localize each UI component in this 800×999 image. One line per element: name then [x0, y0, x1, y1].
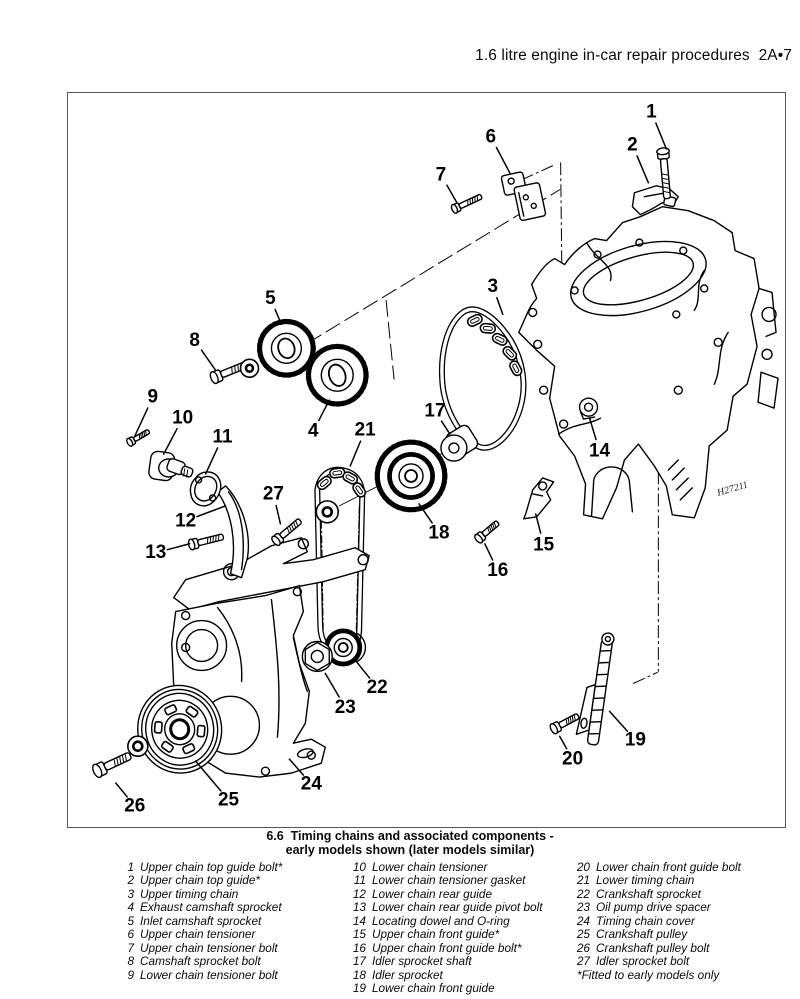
callout-13: [145, 542, 189, 563]
parts-list-item: [112, 915, 282, 928]
callout-5: [265, 288, 281, 324]
parts-list-item: [112, 888, 282, 901]
part-number: 7: [127, 940, 134, 955]
parts-list-item: [568, 955, 741, 968]
parts-list-item: [344, 942, 543, 955]
parts-list-item: [112, 874, 282, 887]
parts-list-column-3: [568, 861, 741, 982]
washer: [241, 359, 259, 377]
callout-3: [488, 276, 503, 314]
parts-list-item: [568, 928, 741, 941]
part-number: 11: [353, 873, 366, 888]
upper-chain-front-guide: [524, 478, 554, 519]
part-label: Idler sprocket: [372, 967, 443, 982]
part-number: 5: [127, 913, 134, 928]
parts-list-item: [112, 969, 282, 982]
part-label: Upper chain tensioner: [140, 927, 256, 942]
parts-list-item: [344, 861, 543, 874]
lower-chain-tensioner-gasket: [190, 472, 220, 506]
part-label: Lower chain front guide: [372, 981, 495, 996]
part-number: 9: [127, 967, 134, 982]
part-number: 14: [352, 913, 366, 928]
callout-10: [164, 408, 193, 454]
parts-list-item: [344, 928, 543, 941]
callout-number: 14: [588, 440, 611, 462]
part-number: 4: [127, 900, 134, 915]
bolt: [450, 192, 483, 214]
callout-22: [356, 661, 387, 697]
part-label: Lower chain tensioner: [372, 860, 488, 874]
bolt: [187, 531, 224, 550]
part-number: 21: [576, 873, 590, 888]
part-label: Timing chain cover: [596, 913, 695, 928]
callout-27: [263, 483, 284, 523]
part-label: Lower chain tensioner gasket: [372, 873, 526, 888]
bolt: [126, 428, 151, 448]
part-number: 6: [127, 927, 134, 942]
part-number: 16: [352, 940, 366, 955]
callout-2: [627, 134, 648, 182]
callout-18: [419, 504, 449, 543]
callout-number: 26: [124, 795, 146, 817]
callout-20: [560, 736, 584, 769]
parts-list-item: [568, 915, 741, 928]
figure-caption-line2: early models shown (later models similar): [285, 842, 535, 857]
upper-timing-chain: [442, 309, 524, 447]
lower-chain-front-guide: [575, 631, 614, 746]
part-label: Locating dowel and O-ring: [372, 913, 510, 928]
parts-list-item: [112, 861, 282, 874]
part-label: Upper chain front guide bolt*: [372, 940, 522, 955]
callout-number: 7: [435, 164, 447, 186]
callout-number: 21: [354, 419, 376, 441]
parts-list-item: [112, 928, 282, 941]
callout-8: [189, 330, 215, 370]
part-label: Upper chain top guide bolt*: [140, 860, 283, 874]
callout-7: [436, 164, 457, 202]
part-label: Lower timing chain: [596, 873, 695, 888]
callout-number: 3: [487, 275, 499, 297]
part-label: Oil pump drive spacer: [596, 900, 711, 915]
callout-number: 23: [334, 696, 356, 718]
parts-list-item: [568, 861, 741, 874]
callout-number: 12: [175, 510, 197, 532]
part-label: Lower chain rear guide pivot bolt: [372, 900, 543, 915]
callout-15: [533, 514, 554, 555]
part-label: Crankshaft pulley: [596, 927, 688, 942]
bolt: [91, 749, 133, 779]
parts-list-item: [112, 901, 282, 914]
part-number: 3: [127, 886, 134, 901]
callout-4: [308, 400, 329, 441]
exploded-diagram: [68, 93, 785, 827]
part-number: 12: [352, 886, 366, 901]
parts-list-column-2: [344, 861, 543, 996]
part-number: 10: [352, 860, 366, 874]
callout-number: 11: [212, 426, 233, 448]
part-number: 13: [352, 900, 366, 915]
parts-list-item: [112, 955, 282, 968]
lower-chain-rear-guide: [218, 486, 249, 578]
engine-block: [519, 207, 778, 519]
part-number: 19: [352, 981, 366, 996]
parts-list-footnote: *Fitted to early models only: [577, 967, 720, 982]
part-number: 23: [576, 900, 590, 915]
part-number: 22: [576, 886, 590, 901]
illustration-signature: H27211: [715, 479, 750, 499]
callout-number: 9: [147, 386, 159, 408]
callout-21: [350, 420, 375, 466]
part-number: 2: [127, 873, 134, 888]
washer: [316, 501, 338, 523]
callout-23: [325, 673, 355, 717]
callout-1: [646, 101, 666, 148]
part-label: Lower chain front guide bolt: [596, 860, 741, 874]
callout-9: [135, 387, 158, 436]
part-label: Upper chain front guide*: [372, 927, 500, 942]
callout-number: 4: [308, 420, 319, 442]
part-number: 20: [576, 860, 590, 874]
lower-chain-tensioner: [148, 450, 194, 481]
parts-list-item: [344, 888, 543, 901]
part-label: Upper timing chain: [140, 886, 239, 901]
figure-frame: [67, 92, 786, 828]
parts-list-column-1: [112, 861, 282, 982]
callout-number: 27: [262, 483, 284, 505]
parts-list-item: [568, 942, 741, 955]
callout-number: 20: [562, 748, 584, 770]
part-label: Idler sprocket bolt: [596, 954, 690, 969]
parts-list-item: [344, 874, 543, 887]
parts-list-item: [568, 888, 741, 901]
figure-caption: [34, 830, 786, 857]
upper-chain-tensioner: [501, 169, 546, 223]
part-label: Upper chain top guide*: [140, 873, 261, 888]
part-label: Crankshaft pulley bolt: [596, 940, 710, 955]
parts-list-item: [568, 901, 741, 914]
callout-number: 17: [424, 400, 446, 422]
part-label: Camshaft sprocket bolt: [140, 954, 261, 969]
part-label: Idler sprocket shaft: [372, 954, 472, 969]
part-number: 25: [576, 927, 590, 942]
callout-number: 5: [265, 287, 276, 309]
callout-number: 15: [533, 534, 555, 556]
callout-6: [486, 126, 510, 172]
callout-26: [116, 783, 145, 816]
callout-number: 24: [300, 773, 322, 795]
callout-19: [609, 711, 645, 750]
part-number: 26: [576, 940, 590, 955]
part-label: Inlet camshaft sprocket: [140, 913, 262, 928]
part-label: Lower chain rear guide: [372, 886, 493, 901]
callout-12: [175, 506, 225, 531]
parts-list-item: [112, 942, 282, 955]
part-number: 8: [127, 954, 134, 969]
part-number: 27: [576, 954, 590, 969]
page-header: 1.6 litre engine in-car repair procedures 2A•7: [475, 47, 792, 64]
parts-list-item: [344, 969, 543, 982]
callout-number: 16: [487, 560, 509, 582]
callout-number: 25: [218, 789, 240, 811]
callout-number: 1: [646, 101, 657, 123]
callout-number: 18: [428, 522, 450, 544]
part-number: 24: [576, 913, 590, 928]
callout-number: 22: [366, 676, 388, 698]
callout-11: [206, 427, 233, 474]
part-number: 18: [352, 967, 366, 982]
callout-number: 2: [627, 134, 638, 156]
callout-number: 8: [189, 329, 200, 351]
parts-list-item: [344, 955, 543, 968]
parts-list-item: [344, 982, 543, 995]
part-number: 17: [352, 954, 366, 969]
part-number: 15: [352, 927, 366, 942]
part-label: Upper chain tensioner bolt: [140, 940, 278, 955]
washer: [128, 736, 148, 756]
callout-number: 10: [172, 407, 194, 429]
callout-16: [485, 544, 509, 581]
parts-list-item: [344, 901, 543, 914]
bolt: [549, 711, 581, 735]
parts-list-item: [568, 874, 741, 887]
parts-list-item: [344, 915, 543, 928]
part-label: Lower chain tensioner bolt: [140, 967, 278, 982]
figure-caption-line1: 6.6 Timing chains and associated components -: [266, 829, 554, 843]
callout-number: 6: [485, 126, 497, 148]
part-label: Crankshaft sprocket: [596, 886, 701, 901]
callout-number: 19: [624, 729, 646, 751]
bolt: [473, 519, 501, 545]
part-number: 1: [127, 860, 134, 874]
callout-number: 13: [145, 542, 167, 564]
part-label: Exhaust camshaft sprocket: [140, 900, 282, 915]
